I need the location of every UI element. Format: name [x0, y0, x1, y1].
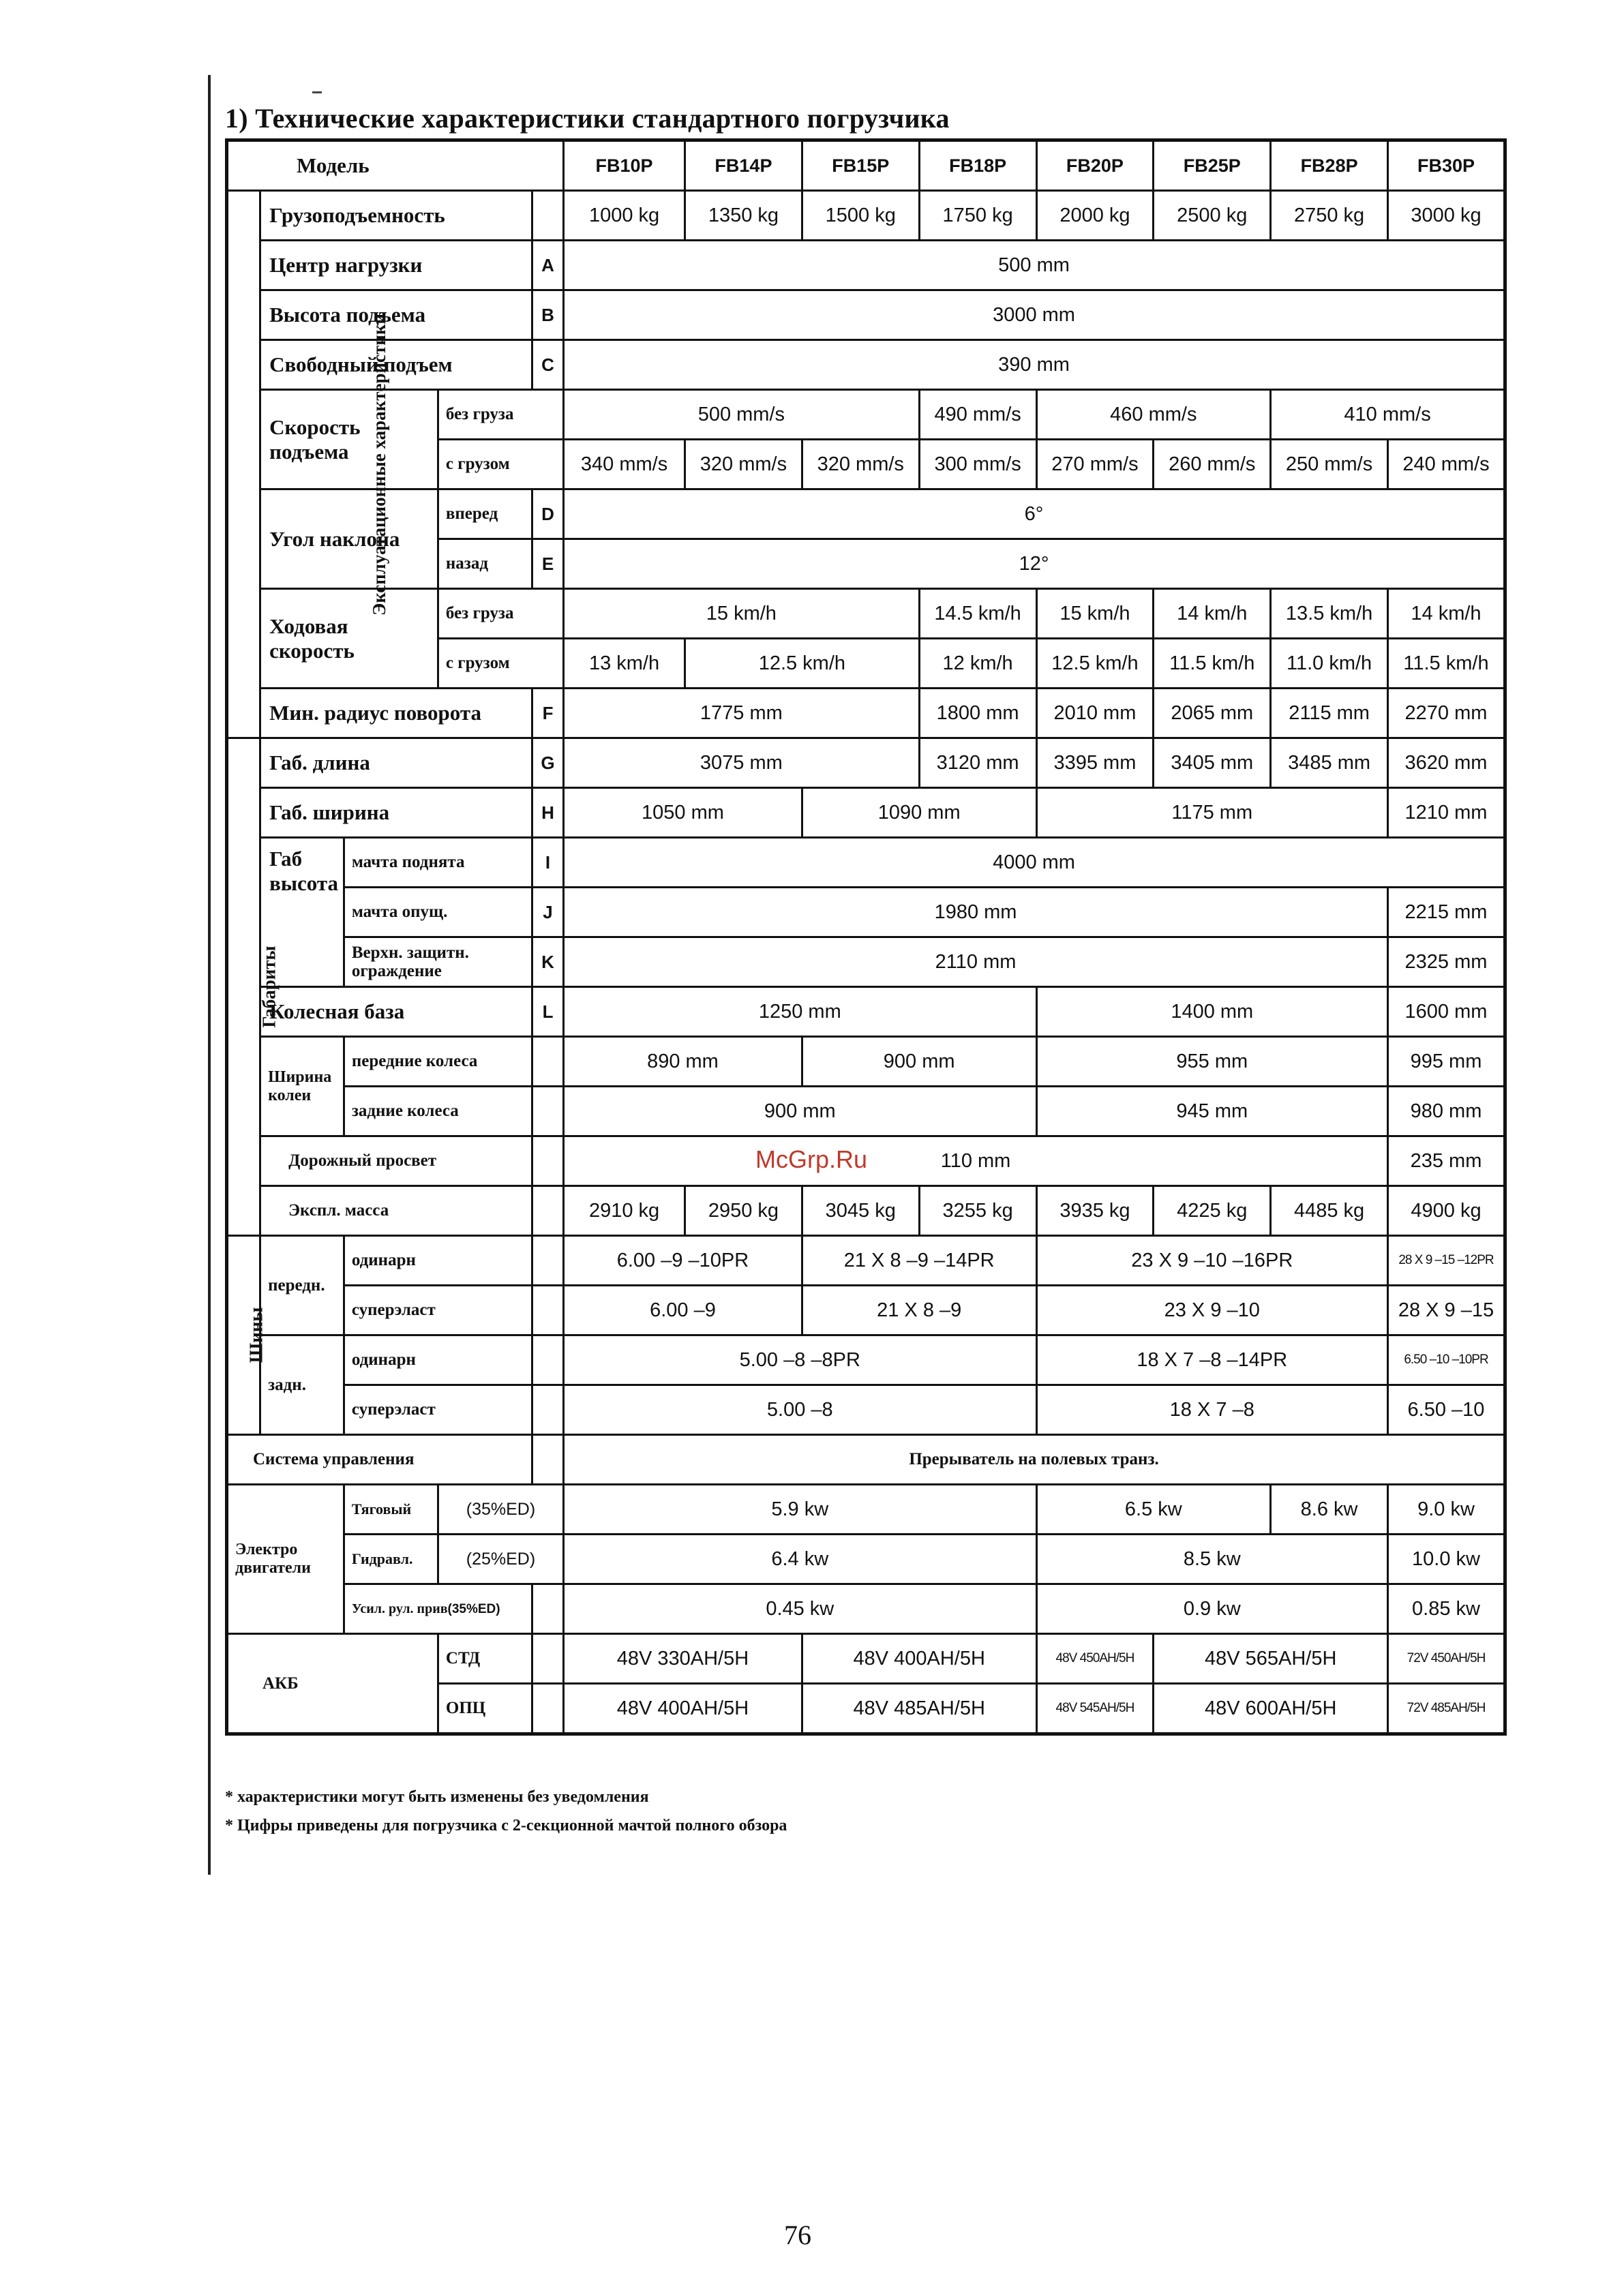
- capacity-value: 1500 kg: [802, 191, 919, 241]
- capacity-value: 1000 kg: [564, 191, 685, 241]
- travel-speed-value: 12.5 km/h: [685, 639, 920, 689]
- dim-key: H: [532, 788, 563, 838]
- service-weight-value: 4225 kg: [1154, 1186, 1271, 1236]
- key-blank: [532, 1684, 563, 1734]
- turning-radius-value: 2115 mm: [1271, 689, 1388, 738]
- travel-speed-value: 13.5 km/h: [1271, 589, 1388, 639]
- battery-value: 48V 400AH/5H: [802, 1634, 1036, 1684]
- overall-length-value: 3485 mm: [1271, 738, 1388, 788]
- watermark: McGrp.Ru: [755, 1145, 868, 1173]
- tire-front-superelastic-row: [227, 1286, 1505, 1335]
- tilt-forward-value: 6°: [564, 489, 1505, 539]
- tire-value: 18 X 7 –8 –14PR: [1036, 1335, 1387, 1385]
- capacity-value: 2500 kg: [1154, 191, 1271, 241]
- ground-clearance-value: 110 mm: [564, 1136, 1388, 1186]
- travel-speed-unloaded-row: [227, 589, 1505, 639]
- tread-rear-row: [227, 1087, 1505, 1136]
- travel-speed-loaded-label: с грузом: [438, 639, 563, 689]
- model-fb25p: FB25P: [1154, 140, 1271, 191]
- service-weight-label: Экспл. масса: [260, 1186, 532, 1236]
- capacity-label: Грузоподъемность: [260, 191, 532, 241]
- ground-clearance-value: 235 mm: [1388, 1136, 1505, 1186]
- tire-single-label: одинарн: [344, 1335, 532, 1385]
- key-blank: [532, 1037, 563, 1087]
- tread-label: Ширина колеи: [260, 1037, 344, 1136]
- overall-length-row: [227, 738, 1505, 788]
- tread-front-value: 995 mm: [1388, 1037, 1505, 1087]
- overall-width-value: 1210 mm: [1388, 788, 1505, 838]
- lift-speed-value: 270 mm/s: [1036, 440, 1154, 489]
- service-weight-value: 2950 kg: [685, 1186, 802, 1236]
- travel-speed-value: 12 km/h: [919, 639, 1036, 689]
- group-operational: Эксплуатационные характеристики: [227, 191, 260, 738]
- travel-speed-value: 13 km/h: [564, 639, 685, 689]
- tread-front-label: передние колеса: [344, 1037, 532, 1087]
- travel-speed-value: 11.0 km/h: [1271, 639, 1388, 689]
- wheelbase-value: 1400 mm: [1036, 987, 1387, 1037]
- dim-key: B: [532, 290, 563, 340]
- battery-standard-row: [227, 1634, 1505, 1684]
- lift-speed-value: 300 mm/s: [919, 440, 1036, 489]
- overall-length-value: 3620 mm: [1388, 738, 1505, 788]
- motor-hydraulic-label: Гидравл.: [344, 1535, 438, 1584]
- tire-value: 23 X 9 –10: [1036, 1286, 1387, 1335]
- model-fb14p: FB14P: [685, 140, 802, 191]
- tire-value: 6.50 –10: [1388, 1385, 1505, 1435]
- mast-raised-value: 4000 mm: [564, 838, 1505, 888]
- motor-hydraulic-row: [227, 1535, 1505, 1584]
- battery-optional-label: ОПЦ: [438, 1684, 532, 1734]
- travel-speed-value: 14.5 km/h: [919, 589, 1036, 639]
- overall-length-value: 3395 mm: [1036, 738, 1154, 788]
- tire-value: 28 X 9 –15: [1388, 1286, 1505, 1335]
- dim-key: E: [532, 539, 563, 589]
- service-weight-value: 3255 kg: [919, 1186, 1036, 1236]
- tire-rear-label: задн.: [260, 1335, 344, 1435]
- overhead-guard-value: 2325 mm: [1388, 937, 1505, 987]
- tread-front-value: 955 mm: [1036, 1037, 1387, 1087]
- service-weight-value: 3045 kg: [802, 1186, 919, 1236]
- mast-lowered-label: мачта опущ.: [344, 888, 532, 937]
- lift-speed-value: 250 mm/s: [1271, 440, 1388, 489]
- motor-value: 0.9 kw: [1036, 1584, 1387, 1634]
- lift-speed-label: Скорость подъема: [260, 390, 438, 489]
- tire-single-label: одинарн: [344, 1236, 532, 1286]
- tire-front-label: передн.: [260, 1236, 344, 1335]
- travel-speed-label: Ходовая скорость: [260, 589, 438, 689]
- key-blank: [532, 1087, 563, 1136]
- wheelbase-label: Колесная база: [260, 987, 532, 1037]
- battery-standard-label: СТД: [438, 1634, 532, 1684]
- mast-lowered-row: [227, 888, 1505, 937]
- page-title: 1) Технические характеристики стандартного погрузчика: [225, 103, 950, 134]
- battery-label: АКБ: [227, 1634, 438, 1734]
- lift-speed-loaded-label: с грузом: [438, 440, 563, 489]
- mast-raised-row: [227, 838, 1505, 888]
- lift-height-value: 3000 mm: [564, 290, 1505, 340]
- turning-radius-row: [227, 689, 1505, 738]
- control-system-value: Прерыватель на полевых транз.: [564, 1435, 1505, 1485]
- key-blank: [532, 1584, 563, 1634]
- load-center-value: 500 mm: [564, 241, 1505, 290]
- wheelbase-value: 1600 mm: [1388, 987, 1505, 1037]
- tire-front-single-row: [227, 1236, 1505, 1286]
- battery-value: 48V 545AH/5H: [1036, 1684, 1154, 1734]
- mast-lowered-value: 1980 mm: [564, 888, 1388, 937]
- dim-key: L: [532, 987, 563, 1037]
- travel-speed-value: 15 km/h: [564, 589, 920, 639]
- overall-width-value: 1175 mm: [1036, 788, 1387, 838]
- load-center-label: Центр нагрузки: [260, 241, 532, 290]
- model-fb10p: FB10P: [564, 140, 685, 191]
- tire-value: 5.00 –8 –8PR: [564, 1335, 1036, 1385]
- battery-value: 48V 565AH/5H: [1154, 1634, 1388, 1684]
- tire-rear-single-row: [227, 1335, 1505, 1385]
- lift-speed-value: 460 mm/s: [1036, 390, 1271, 440]
- battery-value: 48V 400AH/5H: [564, 1684, 802, 1734]
- travel-speed-value: 11.5 km/h: [1388, 639, 1505, 689]
- tire-value: 21 X 8 –9: [802, 1286, 1036, 1335]
- tread-front-value: 890 mm: [564, 1037, 802, 1087]
- travel-speed-unloaded-label: без груза: [438, 589, 563, 639]
- overall-length-value: 3405 mm: [1154, 738, 1271, 788]
- spec-table: [225, 138, 1507, 1736]
- overall-width-row: [227, 788, 1505, 838]
- turning-radius-value: 1800 mm: [919, 689, 1036, 738]
- lift-speed-value: 320 mm/s: [685, 440, 802, 489]
- dim-key: A: [532, 241, 563, 290]
- overall-width-value: 1050 mm: [564, 788, 802, 838]
- battery-value: 48V 450AH/5H: [1036, 1634, 1154, 1684]
- lift-speed-value: 500 mm/s: [564, 390, 920, 440]
- mast-raised-label: мачта поднята: [344, 838, 532, 888]
- overhead-guard-row: [227, 937, 1505, 987]
- overhead-guard-label: Верхн. защитн. ограждение: [344, 937, 532, 987]
- control-system-label: Система управления: [227, 1435, 532, 1485]
- travel-speed-value: 11.5 km/h: [1154, 639, 1271, 689]
- service-weight-value: 4900 kg: [1388, 1186, 1505, 1236]
- model-fb30p: FB30P: [1388, 140, 1505, 191]
- motor-value: 0.45 kw: [564, 1584, 1036, 1634]
- motor-steering-row: [227, 1584, 1505, 1634]
- capacity-value: 1750 kg: [919, 191, 1036, 241]
- key-blank: [532, 1286, 563, 1335]
- footnote: * характеристики могут быть изменены без уведомления: [225, 1788, 649, 1806]
- tilt-backward-value: 12°: [564, 539, 1505, 589]
- motor-value: 8.5 kw: [1036, 1535, 1387, 1584]
- battery-value: 48V 600AH/5H: [1154, 1684, 1388, 1734]
- capacity-row: [227, 191, 1505, 241]
- battery-value: 48V 330AH/5H: [564, 1634, 802, 1684]
- load-center-row: [227, 241, 1505, 290]
- capacity-value: 2000 kg: [1036, 191, 1154, 241]
- motor-traction-row: [227, 1485, 1505, 1535]
- footnotes: [225, 1783, 787, 1840]
- model-fb18p: FB18P: [919, 140, 1036, 191]
- tilt-forward-label: вперед: [438, 489, 532, 539]
- model-label: Модель: [227, 140, 564, 191]
- service-weight-row: [227, 1186, 1505, 1236]
- lift-speed-value: 240 mm/s: [1388, 440, 1505, 489]
- key-blank: [532, 1435, 563, 1485]
- motor-value: 6.4 kw: [564, 1535, 1036, 1584]
- turning-radius-value: 2270 mm: [1388, 689, 1505, 738]
- overall-length-value: 3075 mm: [564, 738, 920, 788]
- turning-radius-value: 1775 mm: [564, 689, 920, 738]
- tire-value: 6.00 –9: [564, 1286, 802, 1335]
- tread-rear-label: задние колеса: [344, 1087, 532, 1136]
- tread-front-value: 900 mm: [802, 1037, 1036, 1087]
- turning-radius-value: 2065 mm: [1154, 689, 1271, 738]
- free-lift-value: 390 mm: [564, 340, 1505, 390]
- group-dimensions: Габариты: [227, 738, 260, 1236]
- margin-line: [208, 75, 211, 1875]
- tire-value: 18 X 7 –8: [1036, 1385, 1387, 1435]
- wheelbase-row: [227, 987, 1505, 1037]
- lift-speed-value: 320 mm/s: [802, 440, 919, 489]
- free-lift-row: [227, 340, 1505, 390]
- key-blank: [532, 1634, 563, 1684]
- service-weight-value: 3935 kg: [1036, 1186, 1154, 1236]
- motor-value: 6.5 kw: [1036, 1485, 1271, 1535]
- travel-speed-value: 14 km/h: [1388, 589, 1505, 639]
- tilt-forward-row: [227, 489, 1505, 539]
- dim-key: C: [532, 340, 563, 390]
- tilt-label: Угол наклона: [260, 489, 438, 589]
- capacity-value: 3000 kg: [1388, 191, 1505, 241]
- tread-rear-value: 945 mm: [1036, 1087, 1387, 1136]
- dim-key: I: [532, 838, 563, 888]
- tire-value: 21 X 8 –9 –14PR: [802, 1236, 1036, 1286]
- free-lift-label: Свободный подъем: [260, 340, 532, 390]
- header-row: [227, 140, 1505, 191]
- tire-value: 6.00 –9 –10PR: [564, 1236, 802, 1286]
- motor-value: 9.0 kw: [1388, 1485, 1505, 1535]
- lift-speed-unloaded-label: без груза: [438, 390, 563, 440]
- tire-value: 23 X 9 –10 –16PR: [1036, 1236, 1387, 1286]
- lift-speed-value: 490 mm/s: [919, 390, 1036, 440]
- lift-speed-value: 410 mm/s: [1271, 390, 1505, 440]
- dim-key: G: [532, 738, 563, 788]
- wheelbase-value: 1250 mm: [564, 987, 1036, 1037]
- service-weight-value: 2910 kg: [564, 1186, 685, 1236]
- key-blank: [532, 191, 563, 241]
- key-blank: [532, 1186, 563, 1236]
- key-blank: [532, 1385, 563, 1435]
- page-number: 76: [784, 2220, 811, 2250]
- tread-rear-value: 980 mm: [1388, 1087, 1505, 1136]
- overall-length-value: 3120 mm: [919, 738, 1036, 788]
- overall-height-label: Габ высота: [260, 838, 344, 987]
- motor-value: 10.0 kw: [1388, 1535, 1505, 1584]
- overall-length-label: Габ. длина: [260, 738, 532, 788]
- motor-steering-label: Усил. рул. прив(35%ED): [344, 1584, 532, 1634]
- turning-radius-value: 2010 mm: [1036, 689, 1154, 738]
- battery-value: 48V 485AH/5H: [802, 1684, 1036, 1734]
- motor-traction-label: Тяговый: [344, 1485, 438, 1535]
- dim-key: K: [532, 937, 563, 987]
- tire-value: 28 X 9 –15 –12PR: [1388, 1236, 1505, 1286]
- overall-width-label: Габ. ширина: [260, 788, 532, 838]
- capacity-value: 2750 kg: [1271, 191, 1388, 241]
- turning-radius-label: Мин. радиус поворота: [260, 689, 532, 738]
- key-blank: [532, 1335, 563, 1385]
- footnote: * Цифры приведены для погрузчика с 2-секционной мачтой полного обзора: [225, 1817, 787, 1834]
- travel-speed-value: 15 km/h: [1036, 589, 1154, 639]
- dim-key: F: [532, 689, 563, 738]
- tire-superelastic-label: суперэласт: [344, 1286, 532, 1335]
- lift-height-label: Высота подъема: [260, 290, 532, 340]
- motors-label: Электро двигатели: [227, 1485, 344, 1634]
- travel-speed-value: 14 km/h: [1154, 589, 1271, 639]
- tire-value: 5.00 –8: [564, 1385, 1036, 1435]
- motor-value: 5.9 kw: [564, 1485, 1036, 1535]
- group-tires: Шины: [227, 1236, 260, 1435]
- control-system-row: [227, 1435, 1505, 1485]
- lift-speed-value: 340 mm/s: [564, 440, 685, 489]
- dim-key: D: [532, 489, 563, 539]
- motor-value: 0.85 kw: [1388, 1584, 1505, 1634]
- tire-superelastic-label: суперэласт: [344, 1385, 532, 1435]
- motor-value: 8.6 kw: [1271, 1485, 1388, 1535]
- motor-hydraulic-duty: (25%ED): [438, 1535, 563, 1584]
- key-blank: [532, 1136, 563, 1186]
- model-fb20p: FB20P: [1036, 140, 1154, 191]
- margin-tick: [312, 91, 322, 93]
- tilt-backward-label: назад: [438, 539, 532, 589]
- model-fb15p: FB15P: [802, 140, 919, 191]
- overall-width-value: 1090 mm: [802, 788, 1036, 838]
- lift-speed-unloaded-row: [227, 390, 1505, 440]
- capacity-value: 1350 kg: [685, 191, 802, 241]
- service-weight-value: 4485 kg: [1271, 1186, 1388, 1236]
- dim-key: J: [532, 888, 563, 937]
- lift-height-row: [227, 290, 1505, 340]
- tread-front-row: [227, 1037, 1505, 1087]
- battery-value: 72V 485AH/5H: [1388, 1684, 1505, 1734]
- model-fb28p: FB28P: [1271, 140, 1388, 191]
- tread-rear-value: 900 mm: [564, 1087, 1036, 1136]
- tire-value: 6.50 –10 –10PR: [1388, 1335, 1505, 1385]
- ground-clearance-label: Дорожный просвет: [260, 1136, 532, 1186]
- lift-speed-value: 260 mm/s: [1154, 440, 1271, 489]
- travel-speed-value: 12.5 km/h: [1036, 639, 1154, 689]
- key-blank: [532, 1236, 563, 1286]
- tire-rear-superelastic-row: [227, 1385, 1505, 1435]
- mast-lowered-value: 2215 mm: [1388, 888, 1505, 937]
- battery-value: 72V 450AH/5H: [1388, 1634, 1505, 1684]
- overhead-guard-value: 2110 mm: [564, 937, 1388, 987]
- motor-traction-duty: (35%ED): [438, 1485, 563, 1535]
